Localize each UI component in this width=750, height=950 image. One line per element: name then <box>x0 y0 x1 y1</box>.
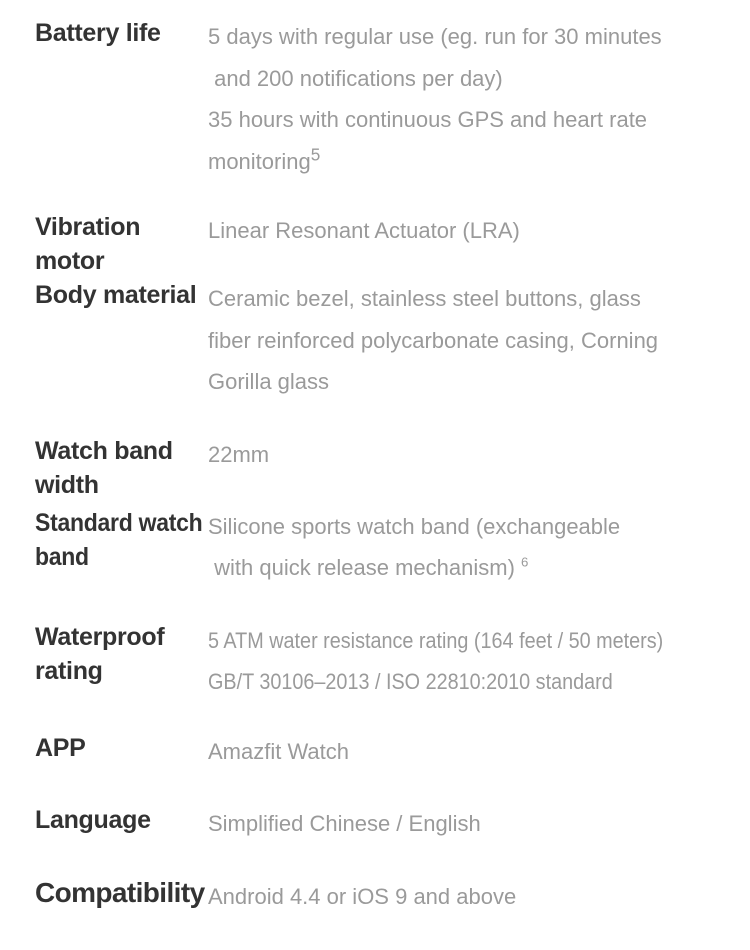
spec-value-standard-watch-band <box>208 506 740 589</box>
spec-row-compatibility <box>35 876 740 918</box>
spec-value-app <box>208 731 740 773</box>
value-text: Ceramic bezel, stainless steel buttons, glass <box>208 286 641 311</box>
spec-value-body-material <box>208 278 740 403</box>
spec-value-line <box>208 620 687 662</box>
spec-label-watch-band-width: Watch band width <box>35 436 173 499</box>
value-text: 5 ATM water resistance rating (164 feet / 50 meters) <box>208 627 664 653</box>
spec-label-language: Language <box>35 806 151 834</box>
value-text: Gorilla glass <box>208 369 330 394</box>
spec-value-compatibility <box>208 876 740 918</box>
spec-row-watch-band-width <box>35 434 740 502</box>
footnote-ref-6: 6 <box>521 554 529 570</box>
spec-value-line <box>208 876 740 918</box>
footnote-ref-5: 5 <box>310 144 321 165</box>
spec-label-waterproof-rating: Waterproof rating <box>35 622 165 685</box>
spec-row-body-material <box>35 278 740 403</box>
value-text: monitoring <box>208 148 311 174</box>
spec-value-line <box>208 661 687 703</box>
spec-label-battery-life: Battery life <box>35 19 161 47</box>
value-text: fiber reinforced polycarbonate casing, Corning <box>208 327 659 353</box>
spec-value-line <box>208 361 740 403</box>
value-text: Simplified Chinese / English <box>208 811 481 836</box>
spec-row-battery-life <box>35 16 740 182</box>
spec-value-language <box>208 803 740 845</box>
spec-row-app <box>35 731 740 773</box>
spec-label-body-material: Body material <box>35 281 197 309</box>
spec-label-app: APP <box>35 733 86 762</box>
spec-label-vibration-motor: Vibration motor <box>35 213 141 275</box>
spec-value-line <box>208 16 740 58</box>
spec-value-waterproof-rating <box>208 620 740 703</box>
spec-value-line <box>208 547 740 589</box>
spec-value-line <box>208 278 740 320</box>
spec-value-line <box>208 506 740 548</box>
value-text: 5 days with regular use (eg. run for 30 minutes <box>208 24 662 49</box>
spec-row-vibration-motor <box>35 210 740 278</box>
spec-value-watch-band-width <box>208 434 740 476</box>
value-text: Silicone sports watch band (exchangeable <box>208 513 621 539</box>
spec-value-line <box>208 320 740 362</box>
value-text: Linear Resonant Actuator (LRA) <box>208 218 520 243</box>
spec-value-vibration-motor <box>208 210 740 252</box>
spec-row-language <box>35 803 740 845</box>
spec-value-line <box>208 210 740 252</box>
spec-value-line <box>208 434 740 476</box>
spec-value-line <box>208 58 740 100</box>
spec-value-line <box>208 141 740 183</box>
value-text: GB/T 30106–2013 / ISO 22810:2010 standard <box>208 669 613 694</box>
value-text: Android 4.4 or iOS 9 and above <box>208 883 517 909</box>
spec-value-line <box>208 731 740 773</box>
spec-value-battery-life <box>208 16 740 182</box>
value-text: and 200 notifications per day) <box>208 65 503 91</box>
spec-value-line <box>208 99 740 141</box>
spec-value-line <box>208 803 740 845</box>
value-text: 35 hours with continuous GPS and heart rate <box>208 107 648 132</box>
spec-label-standard-watch-band: Standard watch band <box>35 508 203 571</box>
spec-row-standard-watch-band <box>35 506 740 589</box>
spec-label-compatibility: Compatibility <box>35 876 205 908</box>
spec-row-waterproof-rating <box>35 620 740 703</box>
value-text: with quick release mechanism) <box>208 555 522 580</box>
value-text: 22mm <box>208 441 270 467</box>
value-text: Amazfit Watch <box>208 738 349 764</box>
